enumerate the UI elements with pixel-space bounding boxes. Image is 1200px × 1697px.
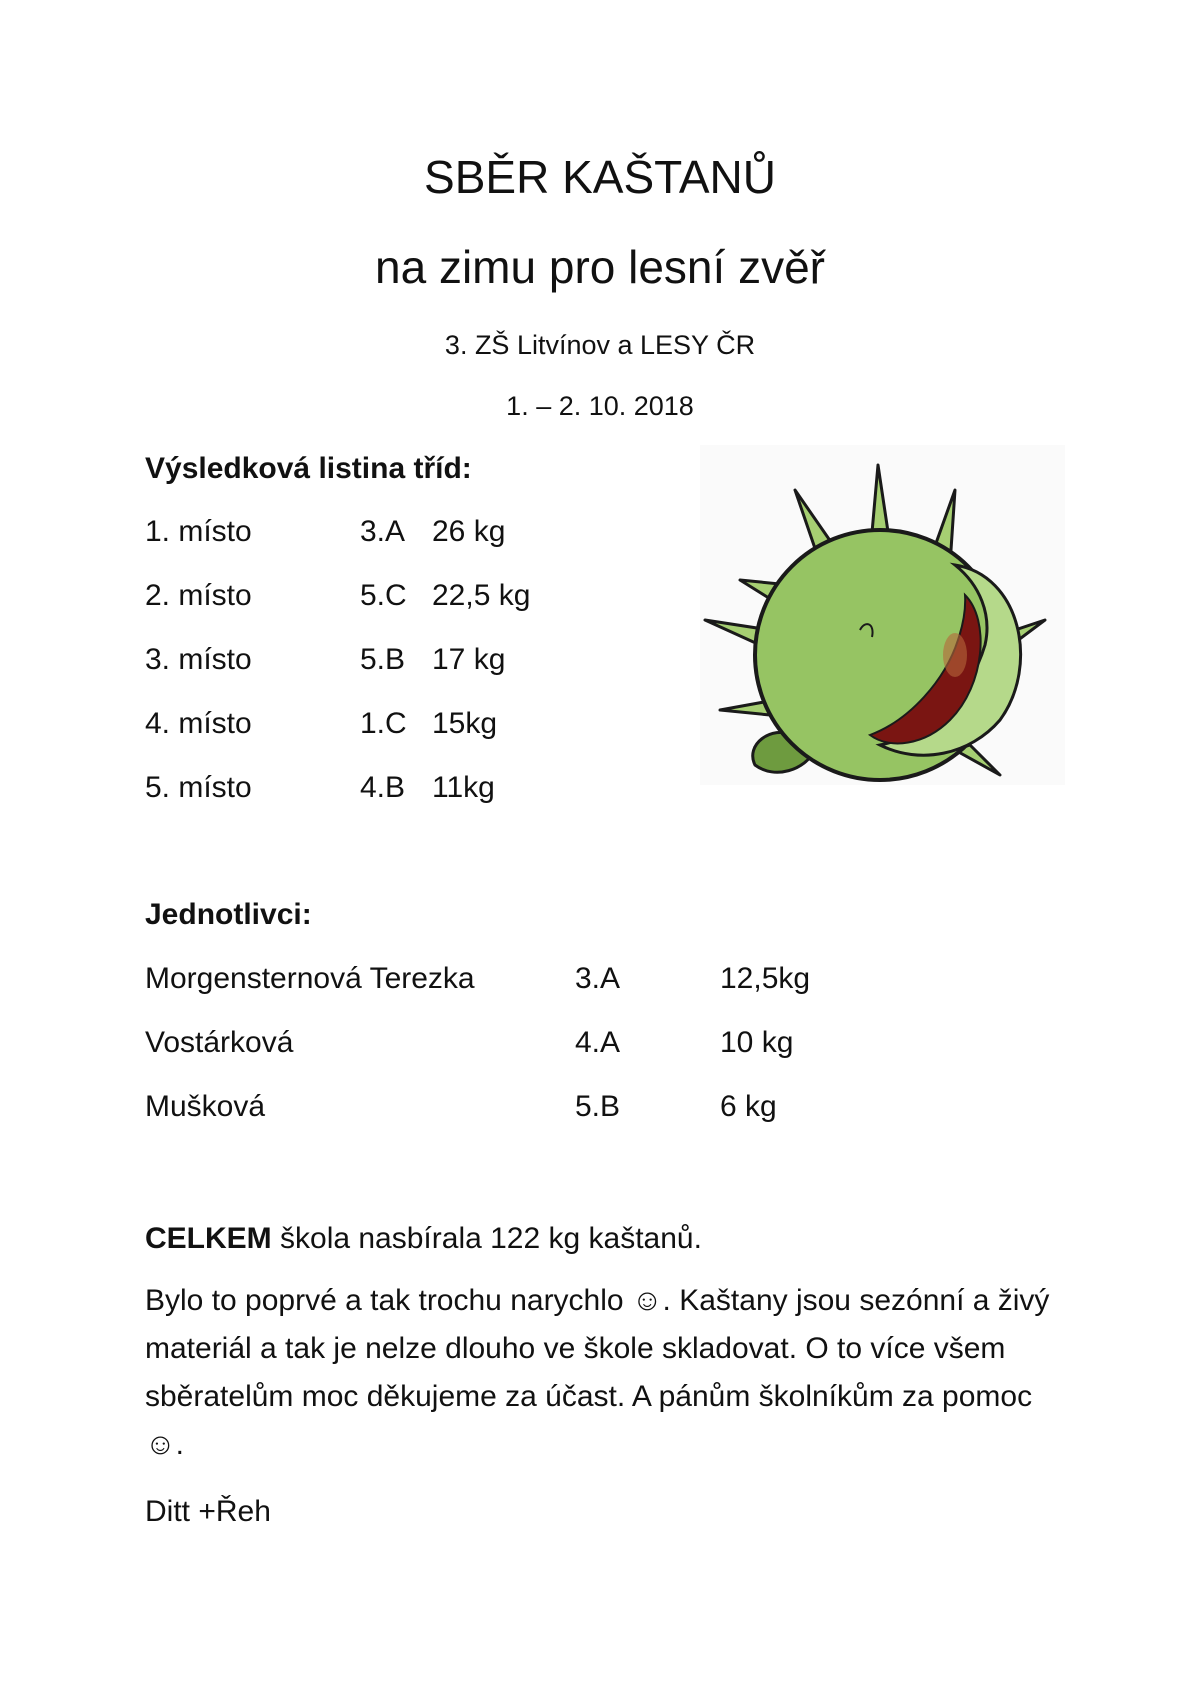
page-title: SBĚR KAŠTANŮ [424,151,776,203]
chestnut-illustration [700,445,1065,785]
page-subtitle: na zimu pro lesní zvěř [375,241,825,293]
class: 3.A [575,962,621,995]
place: 4. místo [145,707,252,740]
amount: 17 kg [432,643,506,676]
class: 1.C [360,707,407,740]
amount: 12,5kg [720,962,811,995]
amount: 15kg [432,707,498,740]
amount: 11kg [432,771,495,804]
class: 3.A [360,515,406,548]
class-results-heading: Výsledková listina tříd: [145,452,472,485]
class: 5.B [575,1090,621,1123]
name: Vostárková [145,1026,294,1059]
place: 5. místo [145,771,252,804]
total-label: CELKEM [145,1222,272,1255]
signature: Ditt +Řeh [145,1495,271,1528]
amount: 26 kg [432,515,506,548]
place: 2. místo [145,579,252,612]
name: Morgensternová Terezka [145,962,475,995]
amount: 6 kg [720,1090,777,1123]
total-text: škola nasbírala 122 kg kaštanů. [271,1222,702,1255]
place: 3. místo [145,643,252,676]
total-line [145,1222,702,1256]
class: 5.B [360,643,406,676]
thank-you-message: Bylo to poprvé a tak trochu narychlo ☺. Kaštany jsou sezónní a živý materiál a tak je nelze dlouho ve škole skladovat. O to více všem sběratelům moc děkujeme za účast. A pánům školníkům za pomoc ☺. [145,1284,1050,1461]
amount: 10 kg [720,1026,794,1059]
place: 1. místo [145,515,252,548]
class: 4.B [360,771,406,804]
class: 5.C [360,579,407,612]
class: 4.A [575,1026,621,1059]
amount: 22,5 kg [432,579,531,612]
individuals-heading: Jednotlivci: [145,898,312,931]
event-date: 1. – 2. 10. 2018 [506,391,694,421]
name: Mušková [145,1090,266,1123]
organizers: 3. ZŠ Litvínov a LESY ČR [444,330,756,360]
